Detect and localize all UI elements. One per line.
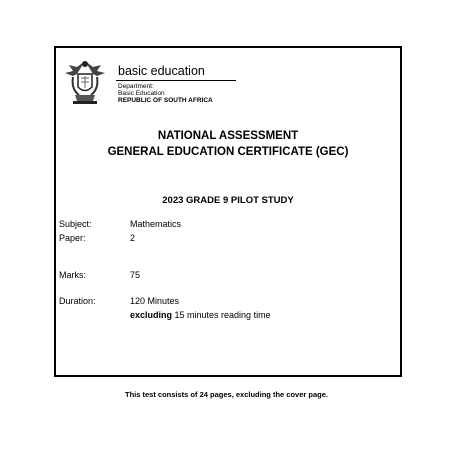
subject-label: Subject:	[59, 219, 92, 229]
marks-value: 75	[130, 270, 141, 280]
reading-time-text: 15 minutes reading time	[172, 310, 271, 320]
coat-of-arms-icon	[63, 57, 107, 105]
paper-value: 2	[130, 233, 136, 243]
org-name: basic education	[118, 64, 205, 78]
reading-time-note	[130, 310, 271, 321]
study-subtitle: 2023 GRADE 9 PILOT STUDY	[162, 195, 294, 206]
org-underline	[116, 80, 236, 81]
dept-name: Basic Education	[118, 90, 165, 97]
page-count-note: This test consists of 24 pages, excluding the cover page.	[125, 390, 328, 399]
country-name: REPUBLIC OF SOUTH AFRICA	[118, 97, 213, 104]
assessment-title: NATIONAL ASSESSMENT	[157, 130, 299, 142]
marks-label: Marks:	[59, 270, 86, 280]
duration-value: 120 Minutes	[130, 296, 180, 306]
duration-label: Duration:	[59, 296, 96, 306]
subject-value: Mathematics	[130, 219, 182, 229]
excluding-word: excluding	[130, 310, 173, 320]
certificate-title: GENERAL EDUCATION CERTIFICATE (GEC)	[107, 146, 349, 158]
paper-label: Paper:	[59, 233, 86, 243]
dept-label: Department:	[118, 83, 154, 90]
